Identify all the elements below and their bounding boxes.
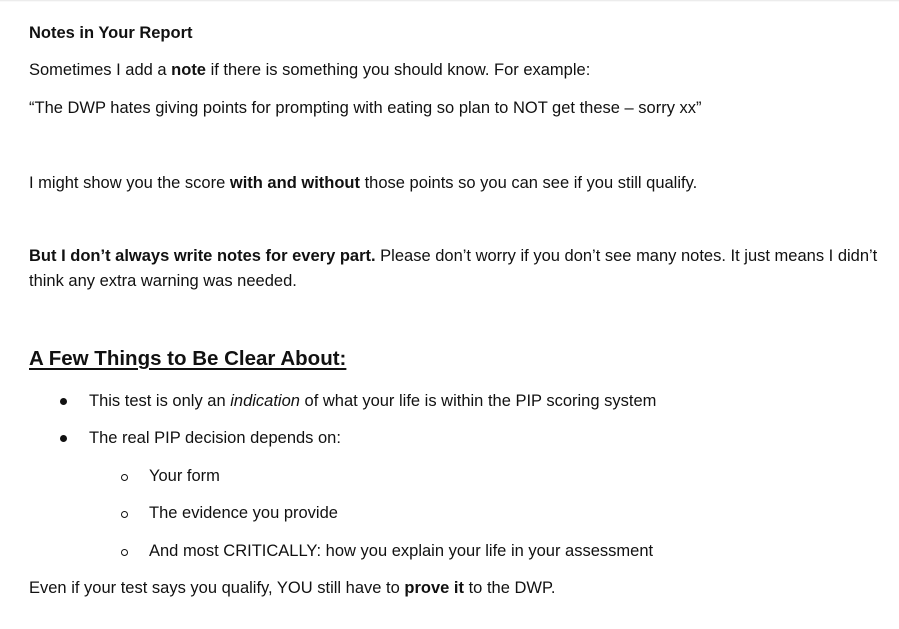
sub-bullet-circle-icon <box>118 542 130 562</box>
notes-paragraph <box>29 244 879 294</box>
bullet-dot-icon <box>57 391 69 411</box>
intro-text-end: if there is something you should know. For example: <box>206 61 591 79</box>
closing-line <box>29 578 555 598</box>
sub-bullet-item <box>149 503 338 523</box>
example-quote-text: “The DWP hates giving points for prompting with eating so plan to NOT get these – sorry xx” <box>29 99 702 117</box>
sub-bullet-item <box>149 466 220 486</box>
intro-text-start: Sometimes I add a <box>29 61 172 79</box>
closing-text-end: to the DWP. <box>464 579 556 597</box>
sub-bullet-3-text: And most CRITICALLY: how you explain your life in your assessment <box>149 542 654 560</box>
bullet-item-decision <box>89 428 341 448</box>
score-line <box>29 173 697 193</box>
example-quote <box>29 98 702 118</box>
notes-paragraph-text: Please don’t worry if you don’t see many notes. It just means I didn’t think any extra warning was needed. <box>29 247 878 290</box>
sub-bullet-item <box>149 541 653 561</box>
sub-bullet-1-text: Your form <box>149 467 220 485</box>
notes-heading-text: Notes in Your Report <box>29 24 193 42</box>
score-text-end: those points so you can see if you still qualify. <box>360 174 698 192</box>
top-edge-shadow <box>0 0 899 2</box>
intro-bold-note: note <box>171 61 206 79</box>
section-title: A Few Things to Be Clear About: <box>29 347 347 370</box>
bullet-dot-icon <box>57 428 69 448</box>
bullet-1-text-start: This test is only an <box>89 392 231 410</box>
sub-bullet-2-text: The evidence you provide <box>149 504 338 522</box>
closing-bold-text: prove it <box>404 579 465 597</box>
notes-paragraph-bold: But I don’t always write notes for every part. <box>29 247 376 265</box>
bullet-1-italic: indication <box>230 392 300 410</box>
closing-text-start: Even if your test says you qualify, YOU still have to <box>29 579 405 597</box>
sub-bullet-circle-icon <box>118 504 130 524</box>
bullet-1-text-end: of what your life is within the PIP scoring system <box>299 392 657 410</box>
score-bold-text: with and without <box>229 174 360 192</box>
intro-line <box>29 60 590 80</box>
score-text-start: I might show you the score <box>29 174 230 192</box>
notes-heading <box>29 23 193 43</box>
sub-bullet-circle-icon <box>118 467 130 487</box>
bullet-item-indication <box>89 391 656 411</box>
bullet-2-text: The real PIP decision depends on: <box>89 429 341 447</box>
